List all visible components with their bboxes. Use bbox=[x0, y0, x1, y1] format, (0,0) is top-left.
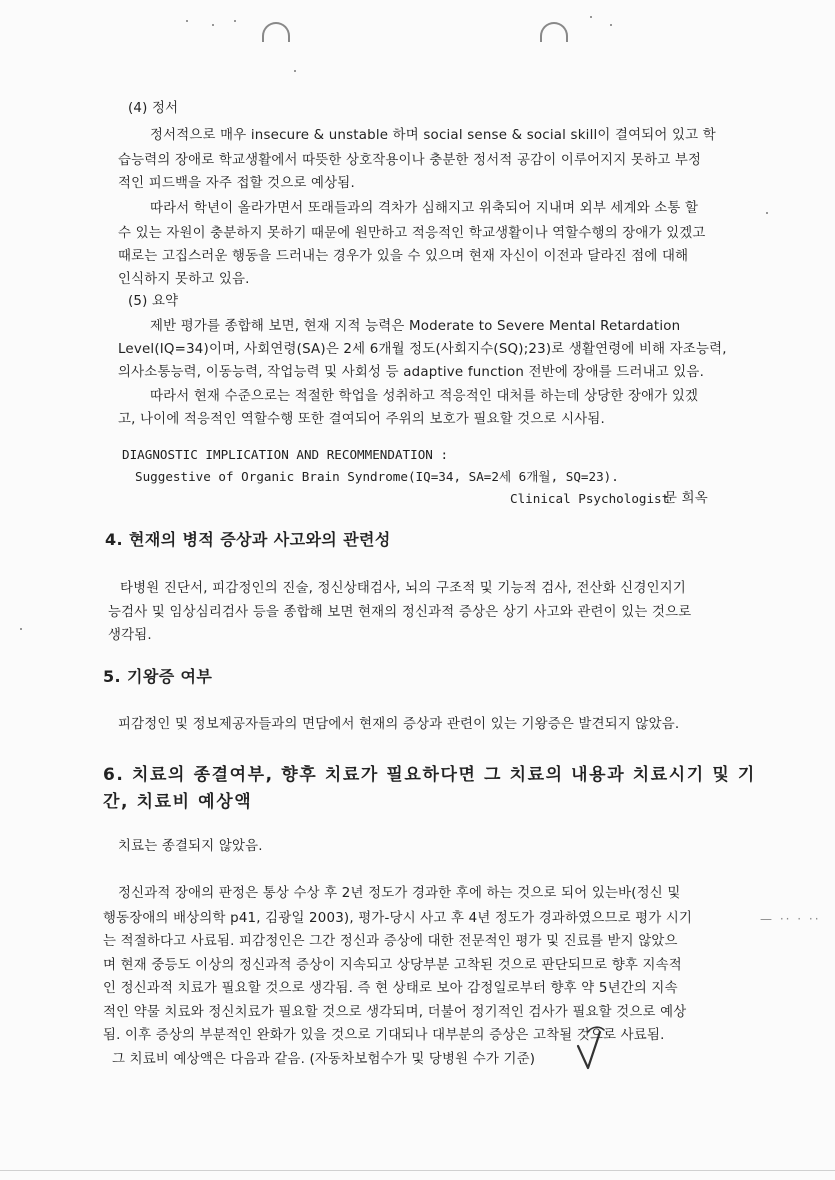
treatment-status: 치료는 종결되지 않았음. bbox=[118, 839, 263, 854]
signature-name: 문 희옥 bbox=[664, 491, 708, 506]
section-heading-6-cont: 간, 치료비 예상액 bbox=[103, 792, 253, 812]
section6-line: 됨. 이후 증상의 부분적인 완화가 있을 것으로 기대되나 대부분의 증상은 고착될 것으로 사료됨. bbox=[103, 1028, 665, 1043]
summary-line: 제반 평가를 종합해 보면, 현재 지적 능력은 Moderate to Severe Mental Retardation bbox=[150, 319, 681, 334]
emotion-line: 따라서 학년이 올라가면서 또래들과의 격차가 심해지고 위축되어 지내며 외부 세계와 소통 할 bbox=[150, 201, 699, 216]
section4-line: 생각됨. bbox=[108, 628, 152, 643]
scan-speck bbox=[590, 16, 592, 18]
scan-speck bbox=[610, 24, 612, 26]
emotion-line: 정서적으로 매우 insecure & unstable 하며 social sense & social skill이 결여되어 있고 학 bbox=[150, 128, 716, 143]
scan-speck bbox=[186, 20, 188, 22]
summary-line: 따라서 현재 수준으로는 적절한 학업을 성취하고 적응적인 대처를 하는데 상당한 장애가 있겠 bbox=[150, 389, 699, 404]
scan-speck bbox=[20, 628, 22, 630]
scan-speck bbox=[234, 20, 236, 22]
section4-line: 능검사 및 임상심리검사 등을 종합해 보면 현재의 정신과적 증상은 상기 사고와 관련이 있는 것으로 bbox=[108, 605, 692, 620]
section-heading-6: 6. 치료의 종결여부, 향후 치료가 필요하다면 그 치료의 내용과 치료시기 및 기 bbox=[103, 765, 756, 785]
diagnostic-text: Suggestive of Organic Brain Syndrome(IQ=34, SA=2세 6개월, SQ=23). bbox=[135, 469, 619, 484]
section6-line: 행동장애의 배상의학 p41, 김광일 2003), 평가-당시 사고 후 4년 정도가 경과하였으므로 평가 시기 bbox=[103, 911, 693, 926]
section4-line: 타병원 진단서, 피감정인의 진술, 정신상태검사, 뇌의 구조적 및 기능적 검사, 전산화 신경인지기 bbox=[120, 581, 686, 596]
emotion-line: 습능력의 장애로 학교생활에서 따뜻한 상호작용이나 충분한 정서적 공감이 이루어지지 못하고 부정 bbox=[118, 153, 702, 168]
section5-text: 피감정인 및 정보제공자들과의 면담에서 현재의 증상과 관련이 있는 기왕증은 발견되지 않았음. bbox=[118, 717, 680, 732]
section-heading-5: 5. 기왕증 여부 bbox=[103, 667, 213, 686]
handwritten-check-mark-icon bbox=[574, 1024, 618, 1072]
section6-line: 며 현재 중등도 이상의 정신과적 증상이 지속되고 상당부분 고착된 것으로 판단되므로 향후 지속적 bbox=[103, 958, 682, 973]
emotion-line: 때로는 고집스러운 행동을 드러내는 경우가 있을 수 있으며 현재 자신이 이전과 달라진 점에 대해 bbox=[118, 249, 689, 264]
subsection-heading-summary: (5) 요약 bbox=[128, 294, 179, 309]
punch-hole-right bbox=[540, 22, 568, 42]
section-heading-4: 4. 현재의 병적 증상과 사고와의 관련성 bbox=[105, 530, 391, 549]
summary-line: 의사소통능력, 이동능력, 작업능력 및 사회성 등 adaptive function 전반에 장애를 드러내고 있음. bbox=[118, 365, 705, 380]
margin-mark: — ·· · ·· bbox=[760, 912, 821, 926]
diagnostic-heading: DIAGNOSTIC IMPLICATION AND RECOMMENDATION : bbox=[122, 447, 449, 462]
punch-hole-left bbox=[262, 22, 290, 42]
summary-line: 고, 나이에 적응적인 역할수행 또한 결여되어 주위의 보호가 필요할 것으로 시사됨. bbox=[118, 412, 605, 427]
signature-title: Clinical Psychologist bbox=[510, 491, 670, 506]
section6-line: 적인 약물 치료와 정신치료가 필요할 것으로 생각되며, 더불어 정기적인 검사가 필요할 것으로 예상 bbox=[103, 1005, 687, 1020]
scan-speck bbox=[294, 70, 296, 72]
emotion-line: 수 있는 자원이 충분하지 못하기 때문에 원만하고 적응적인 학교생활이나 역할수행의 장애가 있겠고 bbox=[118, 226, 706, 241]
subsection-heading-emotion: (4) 정서 bbox=[128, 101, 179, 116]
emotion-line: 인식하지 못하고 있음. bbox=[118, 272, 250, 287]
section6-line: 정신과적 장애의 판정은 통상 수상 후 2년 정도가 경과한 후에 하는 것으로 되어 있는바(정신 및 bbox=[118, 886, 681, 901]
section6-line: 는 적절하다고 사료됨. 피감정인은 그간 정신과 증상에 대한 전문적인 평가 및 진료를 받지 않았으 bbox=[103, 934, 678, 949]
scan-speck bbox=[212, 24, 214, 26]
emotion-line: 적인 피드백을 자주 접할 것으로 예상됨. bbox=[118, 176, 355, 191]
summary-line: Level(IQ=34)이며, 사회연령(SA)은 2세 6개월 정도(사회지수(SQ);23)로 생활연령에 비해 자조능력, bbox=[118, 342, 727, 357]
scan-bottom-edge bbox=[0, 1170, 835, 1171]
treatment-cost-line: 그 치료비 예상액은 다음과 같음. (자동차보험수가 및 당병원 수가 기준) bbox=[112, 1052, 536, 1067]
scan-speck bbox=[766, 212, 768, 214]
section6-line: 인 정신과적 치료가 필요할 것으로 생각됨. 즉 현 상태로 보아 감정일로부터 향후 약 5년간의 지속 bbox=[103, 981, 678, 996]
